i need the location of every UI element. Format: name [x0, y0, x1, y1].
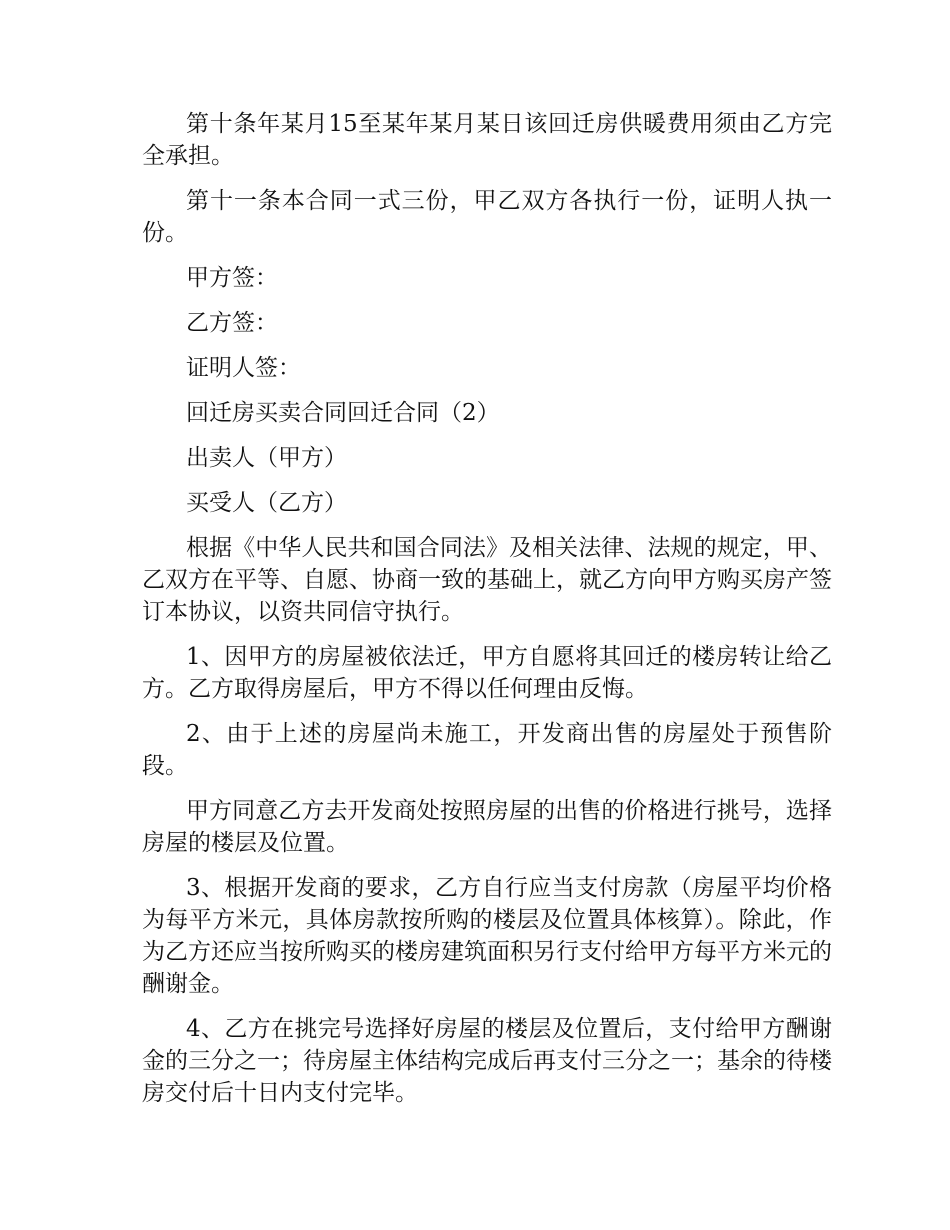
seller-label: 出卖人（甲方） — [186, 445, 347, 471]
clause-10: 第十条年某月15至某年某月某日该回迁房供暖费用须由乙方完全承担。 — [142, 111, 832, 169]
clause-4: 4、乙方在挑完号选择好房屋的楼层及位置后，支付给甲方酬谢金的三分之一；待房屋主体结构完成后再支付三分之一；基余的待楼房交付后十日内支付完毕。 — [142, 1016, 832, 1106]
contract-title: 回迁房买卖合同回迁合同（2） — [186, 400, 500, 426]
clause-1: 1、因甲方的房屋被依法迁，甲方自愿将其回迁的楼房转让给乙方。乙方取得房屋后，甲方不得以任何理由反悔。 — [142, 644, 832, 702]
preamble: 根据《中华人民共和国合同法》及相关法律、法规的规定，甲、乙双方在平等、自愿、协商一致的基础上，就乙方向甲方购买房产签订本协议，以资共同信守执行。 — [142, 535, 832, 625]
clause-2-supplement: 甲方同意乙方去开发商处按照房屋的出售的价格进行挑号，选择房屋的楼层及位置。 — [142, 798, 832, 856]
party-a-signature-line: 甲方签： — [186, 265, 278, 291]
document-page — [142, 108, 832, 1122]
clause-2: 2、由于上述的房屋尚未施工，开发商出售的房屋处于预售阶段。 — [142, 721, 832, 779]
clause-3: 3、根据开发商的要求，乙方自行应当支付房款（房屋平均价格为每平方米元，具体房款按所购的楼层及位置具体核算）。除此，作为乙方还应当按所购买的楼房建筑面积另行支付给甲方每平方米元的酬谢金。 — [142, 875, 832, 997]
party-b-signature-line: 乙方签： — [186, 310, 278, 336]
witness-signature-line: 证明人签： — [186, 355, 301, 381]
buyer-label: 买受人（乙方） — [186, 490, 347, 516]
clause-11: 第十一条本合同一式三份，甲乙双方各执行一份，证明人执一份。 — [142, 188, 832, 246]
